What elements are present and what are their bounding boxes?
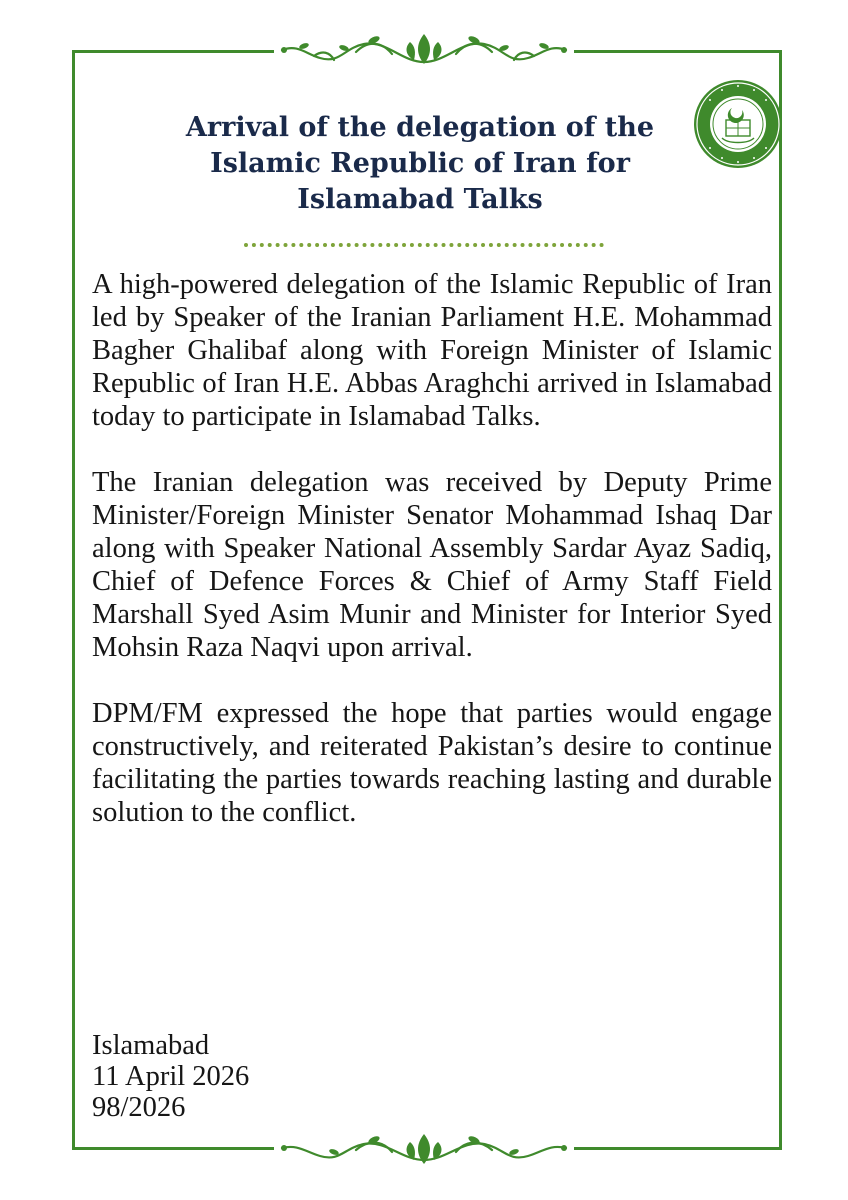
body-paragraph: DPM/FM expressed the hope that parties would engage constructively, and reiterated Pakistan’s desire to continue facilitating the parties towards reaching lasting and durable solution to the conflict. — [92, 698, 772, 828]
body-paragraph: The Iranian delegation was received by Deputy Prime Minister/Foreign Minister Senator Mohammad Ishaq Dar along with Speaker National Assembly Sardar Ayaz Sadiq, Chief of Defence Forces & Chief of Army Staff Field Marshall Syed Asim Munir and Minister for Interior Syed Mohsin Raza Naqvi upon arrival. — [92, 467, 772, 663]
footer-place: Islamabad — [92, 1030, 210, 1061]
press-release-body — [92, 268, 772, 862]
top-ornament-icon — [274, 30, 574, 70]
body-paragraph: A high-powered delegation of the Islamic Republic of Iran led by Speaker of the Iranian Parliament H.E. Mohammad Bagher Ghalibaf along with Foreign Minister of Islamic Republic of Iran H.E. Abbas Araghchi arrived in Islamabad today to participate in Islamabad Talks. — [92, 269, 772, 432]
release-footer — [92, 1030, 492, 1123]
page-title — [110, 110, 730, 218]
dotted-divider — [244, 243, 604, 247]
footer-date: 11 April 2026 — [92, 1061, 250, 1092]
bottom-ornament-icon — [274, 1130, 574, 1170]
title-line: Islamabad Talks — [297, 184, 543, 215]
footer-reference: 98/2026 — [92, 1092, 186, 1123]
title-line: Arrival of the delegation of the — [185, 112, 655, 143]
title-line: Islamic Republic of Iran for — [210, 148, 630, 179]
